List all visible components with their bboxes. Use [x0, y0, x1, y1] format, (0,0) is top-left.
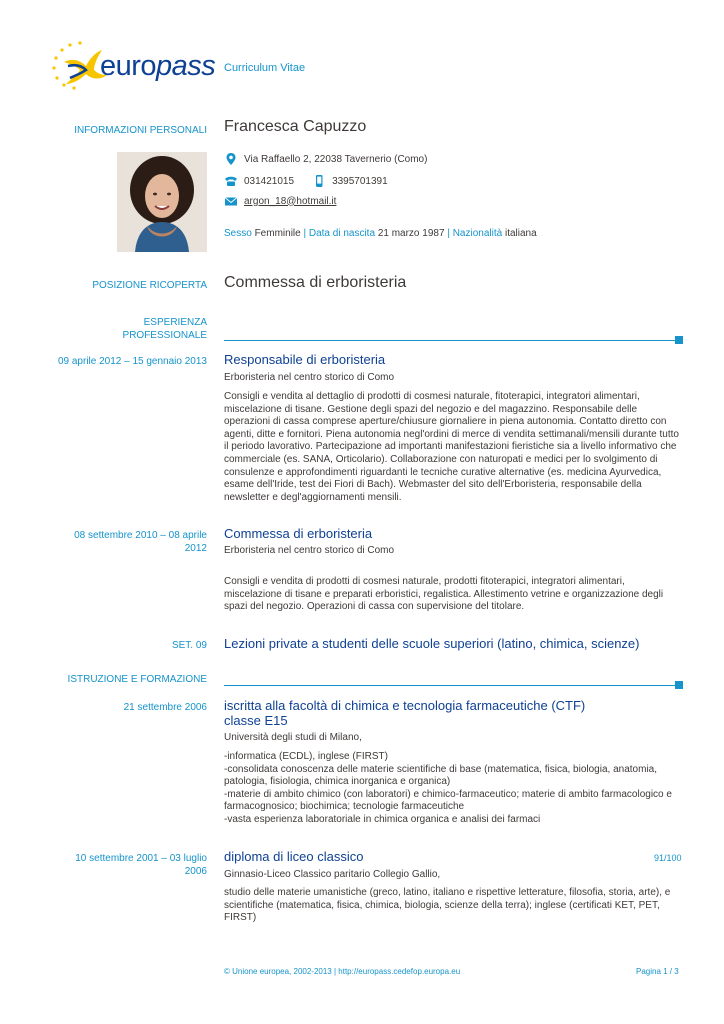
address-row	[224, 152, 427, 166]
experience-2-title: Commessa di erboristeria	[224, 526, 373, 541]
mobile-phone-icon	[312, 174, 326, 188]
email-link[interactable]: argon_18@hotmail.it	[244, 195, 337, 207]
education-section-label: ISTRUZIONE E FORMAZIONE	[67, 674, 207, 685]
address-text: Via Raffaello 2, 22038 Tavernerio (Como)	[244, 153, 428, 165]
footer-page-number: Pagina 1 / 3	[636, 967, 679, 976]
nationality-value: italiana	[504, 228, 537, 239]
location-pin-icon	[224, 152, 238, 166]
experience-1-title: Responsabile di erboristeria	[224, 352, 386, 367]
experience-2-employer: Erboristeria nel centro storico di Como	[224, 545, 395, 556]
education-1-institution: Università degli studi di Milano,	[224, 732, 362, 743]
sex-value: Femminile	[254, 228, 301, 239]
education-1-title-line2: classe E15	[224, 713, 288, 728]
education-1-title-line1: iscritta alla facoltà di chimica e tecnologia farmaceutiche (CTF)	[224, 698, 586, 713]
separator: |	[303, 228, 307, 239]
education-1-detail: -vasta esperienza laboratoriale in chimica organica e analisi dei farmaci	[224, 813, 541, 825]
education-2-description: studio delle materie umanistiche (greco, latino, italiano e rispettive letterature, filosofia, storia, arte), e scientifiche (matematica, fisica, chimica, biologia, scienze della terra); inglese (certificati KET, PET, FIRST)	[224, 887, 671, 924]
education-2-date-line1: 10 settembre 2001 – 03 luglio	[75, 853, 207, 864]
education-1-details	[224, 751, 682, 827]
education-1-detail: -informatica (ECDL), inglese (FIRST)	[224, 751, 388, 762]
sex-label: Sesso	[224, 228, 252, 239]
experience-2-date-line1: 08 settembre 2010 – 08 aprile	[74, 530, 207, 541]
experience-section-rule	[224, 340, 683, 341]
candidate-name: Francesca Capuzzo	[224, 118, 367, 135]
experience-2-description: Consigli e vendita di prodotti di cosmesi naturale, prodotti fitoterapici, integratori alimentari, miscelazione di tisane e preparati erboristici, regalistica. Allestimento vetrine e organizzazione degli spazi del negozio. Operazioni di cassa con supervisione del titolare.	[224, 576, 664, 613]
education-2-title: diploma di liceo classico	[224, 849, 364, 864]
personal-info-section-label: INFORMAZIONI PERSONALI	[74, 125, 207, 136]
birth-label: Data di nascita	[308, 228, 376, 239]
experience-2-date-line2: 2012	[184, 543, 207, 554]
education-1-title	[224, 698, 585, 728]
position-section-label: POSIZIONE RICOPERTA	[92, 280, 207, 291]
logo-euro: euro	[100, 50, 157, 82]
nationality-label: Nazionalità	[452, 228, 503, 239]
phone-row	[224, 174, 388, 188]
experience-1-employer: Erboristeria nel centro storico di Como	[224, 372, 395, 383]
phone-icon	[224, 174, 238, 188]
education-2-institution: Ginnasio-Liceo Classico paritario Collegio Gallio,	[224, 869, 441, 880]
experience-1-description: Consigli e vendita al dettaglio di prodotti di cosmesi naturale, fitoterapici, integratori alimentari, miscelazione di tisane. Gestione degli spazi del negozio e del magazzino. Responsabile delle operazioni di cassa comprese aperture/chiusure giornaliere in piena autonomia. Contatto diretto con agenti, ditte e fornitori. Piena autonomia negl'ordini di merce di vendita settimanali/mensili durante tutto il periodo lavorativo. Partecipazione ad importanti manifestazioni fieristiche sia a livello informativo che commerciale (es. SANA, Orticolario). Collaborazione con naturopati e medici per lo svolgimento di consulenze e approfondimenti riguardanti le tecniche curative alternative (es. medicina Ayurvedica, esame dell'Iride, test dei Fiori di Bach). Webmaster del sito dell'Erboristeria, responsabile della newsletter e degl'aggiornamenti mensili.	[224, 391, 679, 503]
education-2-grade: 91/100	[654, 853, 682, 863]
experience-3-date: SET. 09	[171, 640, 207, 651]
experience-section-label	[123, 316, 207, 342]
education-2-date-line2: 2006	[184, 866, 207, 877]
mobile-text: 3395701391	[332, 175, 388, 187]
education-1-detail: -materie di ambito chimico (con laboratori) e chimico-farmaceutico; materie di ambito farmacologico e farmacognosico; biochimica; tecnologie farmaceutiche	[224, 788, 672, 813]
phone-text: 031421015	[244, 175, 295, 187]
education-2-date	[75, 852, 207, 878]
section-rule-marker	[675, 681, 683, 689]
footer-copyright: © Unione europea, 2002-2013 | http://europass.cedefop.europa.eu	[224, 967, 461, 976]
experience-1-date: 09 aprile 2012 – 15 gennaio 2013	[57, 356, 207, 367]
europass-wordmark	[100, 50, 215, 83]
separator: |	[447, 228, 450, 239]
experience-label-line1: ESPERIENZA	[143, 317, 207, 328]
experience-3-title: Lezioni private a studenti delle scuole superiori (latino, chimica, scienze)	[224, 636, 640, 651]
email-row	[224, 194, 336, 208]
birth-value: 21 marzo 1987	[377, 228, 445, 239]
experience-2-date	[74, 529, 207, 555]
curriculum-vitae-label: Curriculum Vitae	[224, 62, 306, 74]
position-title: Commessa di erboristeria	[224, 274, 407, 291]
logo-pass: pass	[156, 50, 216, 82]
education-section-rule	[224, 685, 683, 686]
profile-photo	[117, 152, 207, 252]
experience-label-line2: PROFESSIONALE	[122, 330, 207, 341]
education-1-date: 21 settembre 2006	[123, 702, 207, 713]
personal-details-line	[224, 228, 537, 239]
email-icon	[224, 194, 238, 208]
education-1-detail: -consolidata conoscenza delle materie scientifiche di base (matematica, fisica, biologia, anatomia, patologia, fisiologia, chimica inorganica e organica)	[224, 763, 658, 788]
section-rule-marker	[675, 336, 683, 344]
